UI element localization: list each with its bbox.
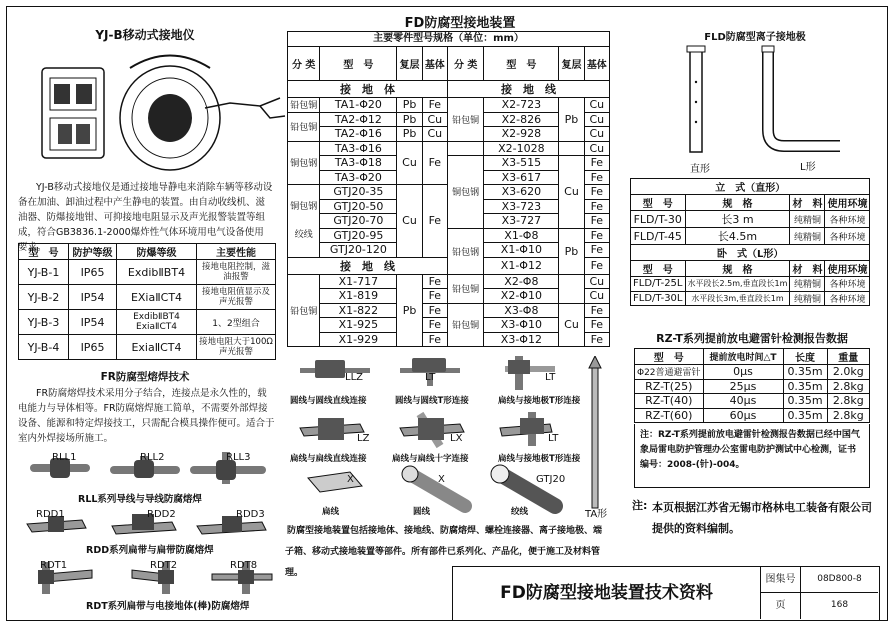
fd-section-left: 接 地 体 (288, 81, 448, 98)
fd-section-right: 接 地 线 (447, 81, 609, 98)
yjb-cell: 接地电阻大于100Ω声光报警 (197, 335, 276, 360)
rz-cell: 25μs (703, 379, 783, 394)
fd-cell: Fe (584, 243, 609, 258)
rz-cell: 60μs (703, 408, 783, 423)
rz-note: 注：RZ-T系列提前放电避雷针检测报告数据已经中国气象局雷电防护管理办公室雷电防护测试中心检测，证书编号：2008-(针)-004。 (634, 424, 870, 488)
fd-cell: TA2-Φ12 (320, 112, 397, 127)
fd-category: 铅包铜 (288, 112, 320, 141)
rz-cell: 0.35m (783, 379, 827, 394)
fd-cell: Fe (584, 318, 609, 333)
gtj-label: GTJ20 (536, 474, 566, 485)
fld-th: 规 格 (685, 261, 790, 277)
fd-category: 铅包铜 (288, 274, 320, 347)
yjb-cell: ExdibⅡBT4 (117, 260, 197, 285)
fld-cell: FLD/T-45 (631, 228, 686, 245)
rz-cell: 2.0kg (827, 365, 869, 380)
fd-cell: X3-Φ8 (484, 303, 559, 318)
page-label: 页 (761, 593, 801, 619)
rz-cell: 2.8kg (827, 379, 869, 394)
rdt1-label: RDT1 (40, 560, 68, 571)
yjb-cell: YJ-B-3 (19, 310, 69, 335)
fd-cell: Fe (422, 141, 447, 185)
fd-cell: Cu (584, 98, 609, 113)
fd-cell: Fe (584, 332, 609, 347)
fd-cell: Pb (559, 98, 584, 142)
fd-cell: Fe (584, 214, 609, 229)
yjb-th: 防爆等级 (117, 244, 197, 260)
x1-label: X (347, 474, 354, 485)
rz-th: 重量 (827, 349, 869, 365)
footer-note-label: 注: (632, 499, 648, 512)
fld-cell: 长4.5m (685, 228, 790, 245)
conn-caption-3: 扁线与接地极T形连接 (498, 396, 581, 406)
fd-cell: GTJ20-95 (320, 228, 397, 243)
fd-category: 铅包铜 (447, 98, 483, 142)
llz-label: LLZ (345, 372, 363, 383)
fd-th: 基体 (422, 47, 447, 81)
rz-cell: RZ-T(60) (635, 408, 704, 423)
fd-th: 型 号 (320, 47, 397, 81)
fr-title: FR防腐型熔焊技术 (100, 371, 190, 383)
title-block (452, 566, 880, 621)
yjb-cell: IP65 (69, 260, 117, 285)
fd-cell: X2-1028 (484, 141, 559, 156)
fd-cell: Pb (397, 112, 422, 127)
rz-th: 提前放电时间△T (703, 349, 783, 365)
fd-table-title: 主要零件型号规格（单位：mm） (287, 31, 610, 46)
fld-cell: 纯精铜 (790, 277, 825, 292)
yjb-cell: IP54 (69, 310, 117, 335)
fd-category-twisted: 绞线 (294, 229, 313, 240)
fd-cell: X3-617 (484, 170, 559, 185)
fd-cell: GTJ20-120 (320, 243, 397, 258)
conn-caption-5: 扁线与扁线十字连接 (392, 454, 469, 464)
fd-cell: Fe (584, 303, 609, 318)
rdd2-label: RDD2 (147, 509, 176, 520)
rdd1-label: RDD1 (36, 509, 65, 520)
rz-cell: 40μs (703, 394, 783, 409)
fd-category: 铅包铜 (447, 303, 483, 347)
fd-cell: Cu (584, 141, 609, 156)
fld-title: FLD防腐型离子接地极 (704, 32, 806, 43)
fd-cell: Cu (584, 112, 609, 127)
fd-th: 分 类 (288, 47, 320, 81)
rll3-label: RLL3 (226, 452, 251, 463)
fd-cell: X1-Φ10 (484, 243, 559, 258)
fd-parts-table (287, 46, 610, 347)
fd-cell: X3-727 (484, 214, 559, 229)
title-block-title: FD防腐型接地装置技术资料 (453, 567, 761, 619)
fld-th: 使用环境 (825, 195, 870, 211)
fd-cell: Fe (422, 332, 447, 347)
yjb-cell: IP54 (69, 285, 117, 310)
fd-cell: Cu (584, 274, 609, 289)
fd-category: 铅包铜 (288, 98, 320, 113)
fd-cell: Cu (397, 141, 422, 185)
fld-section: 立 式（直形） (631, 179, 870, 195)
fld-table (630, 178, 870, 306)
fd-cell: X2-826 (484, 112, 559, 127)
fd-th: 型 号 (484, 47, 559, 81)
rdt8-label: RDT8 (230, 560, 258, 571)
fd-cell: Fe (422, 289, 447, 304)
fld-cell: FLD/T-25L (631, 277, 686, 292)
yjb-table (18, 243, 276, 360)
fd-cell: TA3-Φ16 (320, 141, 397, 156)
fld-cell: 各种环境 (825, 228, 870, 245)
rz-th: 型 号 (635, 349, 704, 365)
fld-th: 材 料 (790, 195, 825, 211)
fd-cell: X3-723 (484, 199, 559, 214)
fd-cell: X1-819 (320, 289, 397, 304)
fd-cell (559, 274, 584, 303)
fd-cell: X1-929 (320, 332, 397, 347)
fd-cell: Cu (422, 127, 447, 142)
fld-cell: 水平段长2.5m,垂直段长1m (685, 277, 790, 292)
fld-cell: 纯精铜 (790, 211, 825, 228)
atlas-label: 图集号 (761, 567, 801, 593)
fd-cell: Fe (422, 318, 447, 333)
fld-th: 使用环境 (825, 261, 870, 277)
fd-cell: Pb (397, 127, 422, 142)
fd-category: 铜包钢 (447, 156, 483, 229)
fld-cell: 各种环境 (825, 291, 870, 306)
fd-cell: X2-Φ10 (484, 289, 559, 304)
fd-cell: GTJ20-35 (320, 185, 397, 200)
fd-cell: X2-723 (484, 98, 559, 113)
rz-cell: RZ-T(25) (635, 379, 704, 394)
fd-cell: TA3-Φ18 (320, 156, 397, 171)
fld-cell: FLD/T-30L (631, 291, 686, 306)
fd-cell: X1-925 (320, 318, 397, 333)
fld-cell: 各种环境 (825, 277, 870, 292)
x2-label: X (438, 474, 445, 485)
yjb-device-illustration (30, 48, 290, 173)
fd-cell: GTJ20-70 (320, 214, 397, 229)
fd-cell: TA2-Φ16 (320, 127, 397, 142)
fld-th: 规 格 (685, 195, 790, 211)
fr-description: FR防腐熔焊技术采用分子结合，连接点是永久性的，载电能力与导体相等。FR防腐熔焊施工简单，不需要外部焊接设备、能源和特定焊接技工，只需配合模具操作便可。适合于室内外焊接场所施工。 (18, 388, 275, 444)
fd-th: 基体 (584, 47, 609, 81)
fld-cell: FLD/T-30 (631, 211, 686, 228)
fd-cell: Cu (584, 127, 609, 142)
fd-cell: Cu (422, 112, 447, 127)
page-number: 168 (830, 600, 849, 610)
yjb-cell: EXiaⅡCT4 (117, 285, 197, 310)
fd-cell: Cu (397, 185, 422, 258)
rll2-label: RLL2 (140, 452, 165, 463)
fd-cell: Pb (397, 274, 422, 347)
fd-cell: X2-928 (484, 127, 559, 142)
fd-category: 铜包钢 (288, 141, 320, 185)
fd-cell: TA1-Φ20 (320, 98, 397, 113)
rdd3-label: RDD3 (236, 509, 265, 520)
wire-caption-flat: 扁线 (322, 507, 340, 517)
fd-category: 铅包钢 (447, 228, 483, 274)
fld-cell: 纯精铜 (790, 291, 825, 306)
rz-cell: RZ-T(40) (635, 394, 704, 409)
lx-label: LX (450, 433, 463, 444)
rz-cell: Φ22普通避雷针 (635, 365, 704, 380)
fld-th: 型 号 (631, 195, 686, 211)
rll1-label: RLL1 (52, 452, 77, 463)
conn-caption-1: 圆线与圆线直线连接 (290, 396, 367, 406)
fd-cell: X3-Φ10 (484, 318, 559, 333)
fld-cell: 水平段长3m,垂直段长1m (685, 291, 790, 306)
fld-cell: 各种环境 (825, 211, 870, 228)
rz-cell: 0.35m (783, 394, 827, 409)
fld-cell: 纯精铜 (790, 228, 825, 245)
fd-cell: X3-515 (484, 156, 559, 171)
fd-cell: Fe (422, 303, 447, 318)
fd-th: 分 类 (447, 47, 483, 81)
yjb-description: YJ-B移动式接地仪是通过接地导静电来消除车辆等移动设备在加油、卸油过程中产生静电的装置。由自动收线机、滋油器、防爆接地钳、可抑接地电阻显示及声光报警装置等组成，符合GB3836.1-2000爆炸性气体环境用电气设备使用要求。 (18, 182, 273, 253)
lt2-label: LT (545, 372, 556, 383)
rz-title: RZ-T系列提前放电避雷针检测报告数据 (656, 332, 848, 345)
lz-label: LZ (357, 433, 370, 444)
fd-cell: X3-Φ12 (484, 332, 559, 347)
ta-label: TA形 (585, 509, 608, 520)
yjb-cell: 1、2型组合 (197, 310, 276, 335)
rz-th: 长度 (783, 349, 827, 365)
fd-cell: X1-717 (320, 274, 397, 289)
fld-section: 卧 式（L形） (631, 245, 870, 261)
fd-cell: Fe (584, 170, 609, 185)
rz-cell: 2.8kg (827, 394, 869, 409)
yjb-cell: ExdibⅡBT4 ExiaⅡCT4 (117, 310, 197, 335)
yjb-th: 型 号 (19, 244, 69, 260)
fd-cell: Pb (559, 228, 584, 274)
fld-th: 型 号 (631, 261, 686, 277)
conn-caption-6: 扁线与接地极T形连接 (498, 454, 581, 464)
fd-cell: Fe (584, 199, 609, 214)
yjb-th: 防护等级 (69, 244, 117, 260)
atlas-number: 08D800-8 (801, 567, 878, 593)
yjb-title: YJ-B移动式接地仪 (95, 28, 195, 42)
fd-category (288, 185, 320, 258)
fd-note: 防腐型接地装置包括接地体、接地线、防腐熔焊、螺栓连接器、离子接地极、端子箱、移动式接地装置等部件。所有部件已系列化、产品化，便于施工及材料管理。 (285, 526, 603, 578)
fld-cell: 长3 m (685, 211, 790, 228)
fd-cell: X3-620 (484, 185, 559, 200)
fd-section-left2: 接 地 线 (288, 257, 448, 274)
wire-caption-round: 圆线 (413, 507, 431, 517)
fld-th: 材 料 (790, 261, 825, 277)
fd-cell: Fe (422, 274, 447, 289)
fd-cell: Cu (584, 289, 609, 304)
fd-cell: X1-Φ12 (484, 257, 559, 274)
fd-cell: TA3-Φ20 (320, 170, 397, 185)
yjb-cell: YJ-B-2 (19, 285, 69, 310)
rz-cell: 2.8kg (827, 408, 869, 423)
fd-cell: Fe (422, 185, 447, 258)
fd-cell: Fe (584, 228, 609, 243)
fd-cell: Fe (584, 156, 609, 171)
fd-cell: Fe (422, 98, 447, 113)
fd-cell: GTJ20-50 (320, 199, 397, 214)
yjb-cell: IP65 (69, 335, 117, 360)
conn-caption-2: 圆线与圆线T形连接 (395, 396, 469, 406)
lt3-label: LT (548, 433, 559, 444)
footer-note: 本页根据江苏省无锡市格林电工装备有限公司提供的资料编制。 (652, 501, 872, 535)
rz-cell: 0.35m (783, 408, 827, 423)
fld-l-label: L形 (800, 162, 816, 173)
fd-cell: Fe (584, 257, 609, 274)
yjb-th: 主要性能 (197, 244, 276, 260)
rz-cell: 0.35m (783, 365, 827, 380)
lt1-label: LT (425, 372, 436, 383)
fld-electrode-illustration (660, 42, 860, 162)
fd-th: 复层 (559, 47, 584, 81)
wire-caption-twisted: 绞线 (511, 507, 529, 517)
yjb-cell: YJ-B-4 (19, 335, 69, 360)
fd-category: 铅包铜 (447, 274, 483, 303)
rz-cell: 0μs (703, 365, 783, 380)
fd-title: FD防腐型接地装置 (404, 16, 516, 31)
yjb-cell: ExiaⅡCT4 (117, 335, 197, 360)
rdd-caption: RDD系列扁带与扁带防腐熔焊 (86, 545, 214, 556)
fd-th: 复层 (397, 47, 422, 81)
fd-cell: Fe (584, 185, 609, 200)
conn-caption-4: 扁线与扁线直线连接 (290, 454, 367, 464)
rdt2-label: RDT2 (150, 560, 178, 571)
rll-caption: RLL系列导线与导线防腐熔焊 (78, 494, 202, 505)
yjb-cell: 接地电阻值显示及声光报警 (197, 285, 276, 310)
fd-cell: Cu (559, 156, 584, 229)
fd-cell: Cu (559, 303, 584, 347)
fd-cell: X1-Φ8 (484, 228, 559, 243)
fd-cell: X2-Φ8 (484, 274, 559, 289)
fd-cell: X1-822 (320, 303, 397, 318)
fd-cell: Pb (397, 98, 422, 113)
rz-table (634, 348, 870, 423)
fd-category-steel: 铜包钢 (290, 201, 318, 212)
yjb-cell: YJ-B-1 (19, 260, 69, 285)
rdt-caption: RDT系列扁带与电接地体(棒)防腐熔焊 (86, 601, 250, 612)
fld-straight-label: 直形 (690, 164, 710, 175)
yjb-cell: 接地电阻控制，滋油报警 (197, 260, 276, 285)
